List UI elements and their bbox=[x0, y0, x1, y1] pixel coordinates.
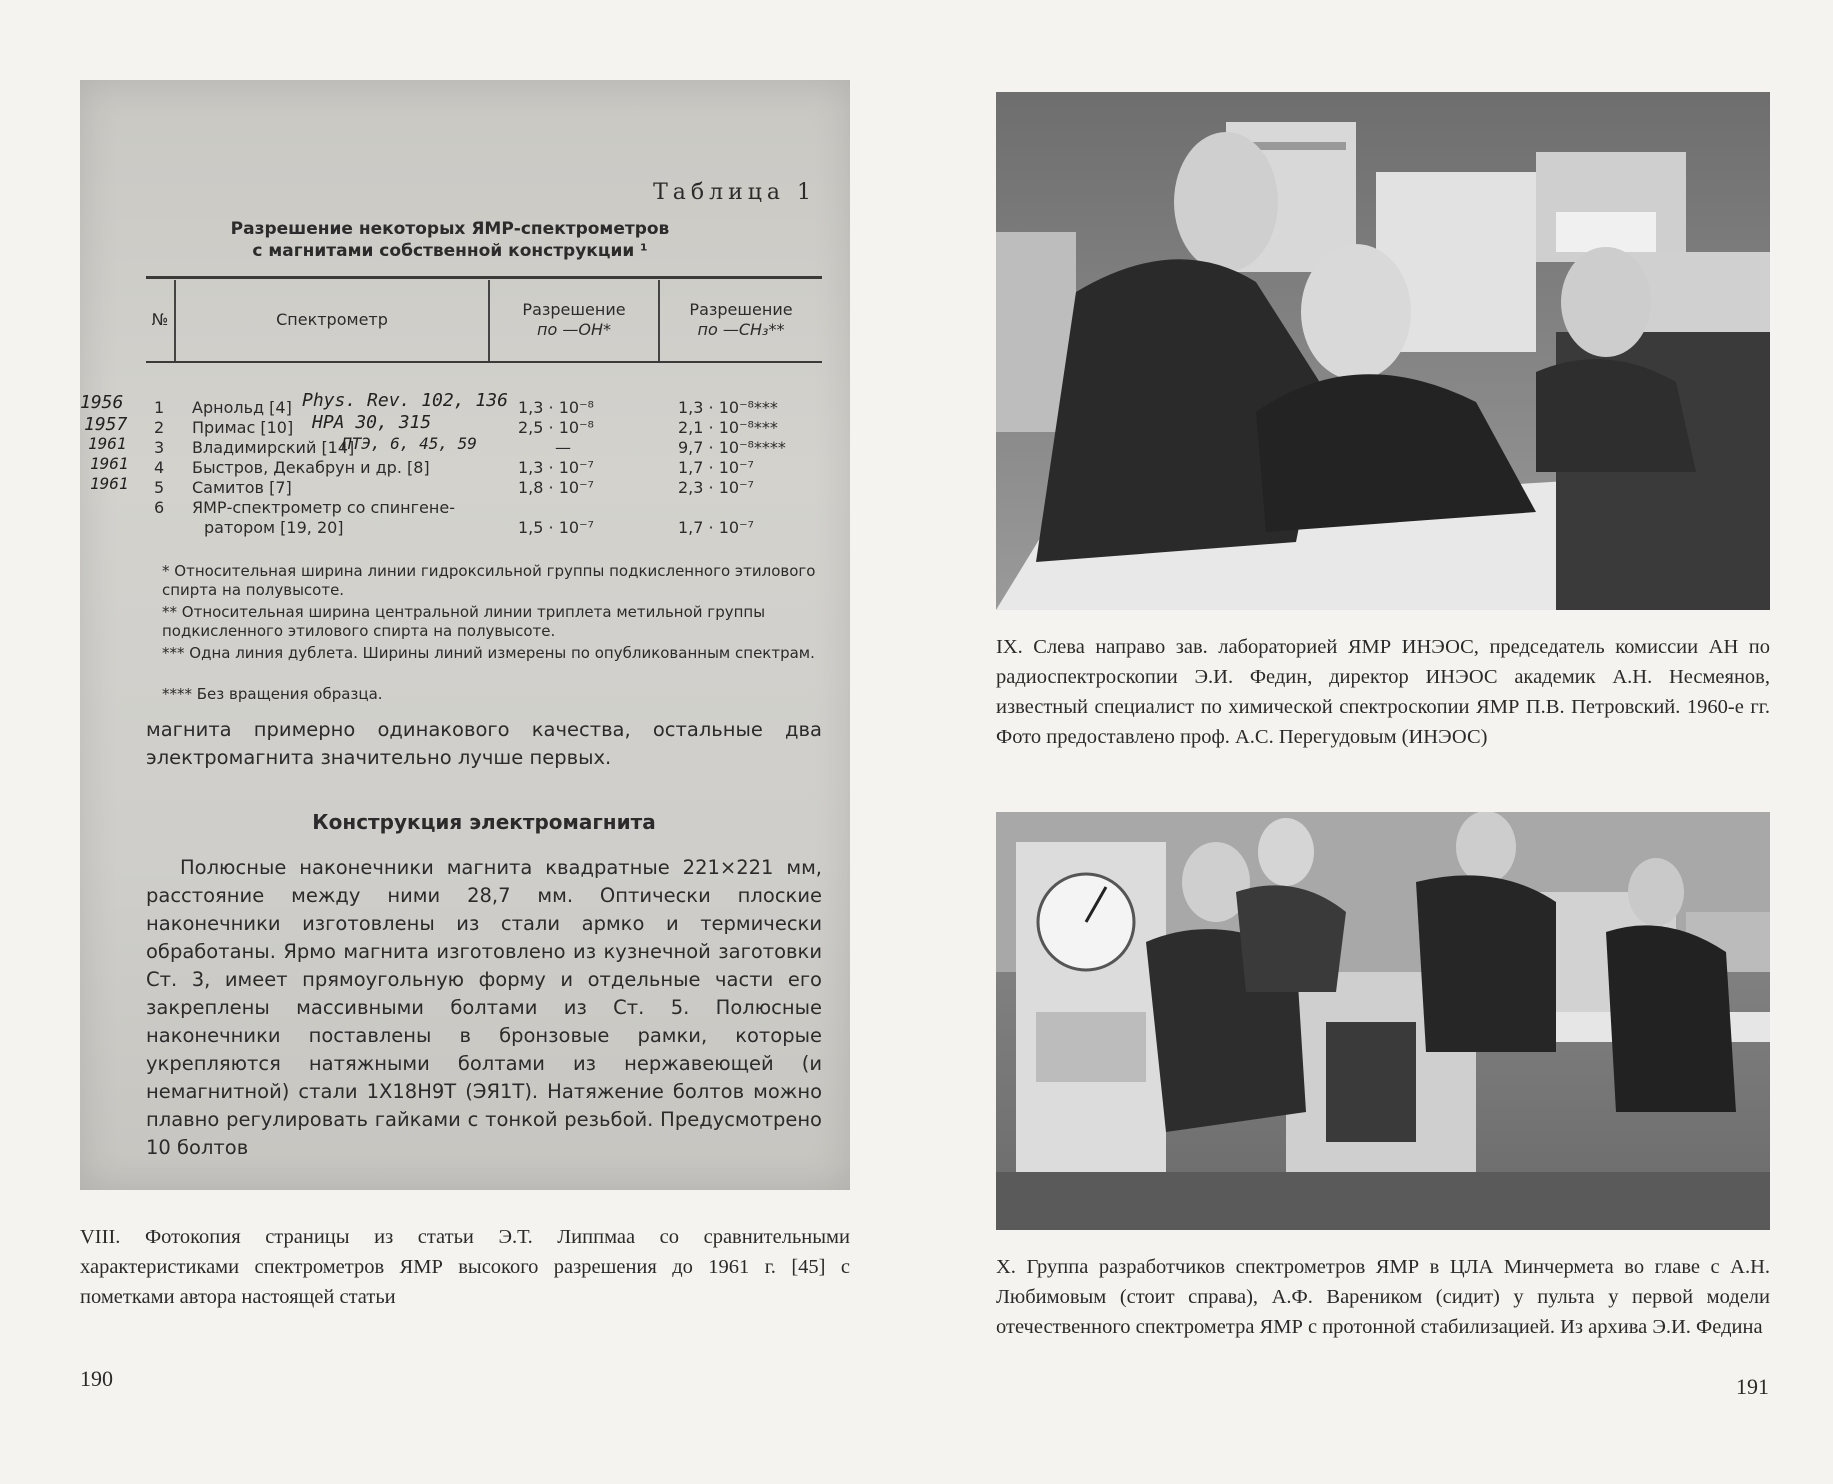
row-year-handwritten: 1957 bbox=[84, 414, 128, 435]
table-header-rule bbox=[146, 361, 822, 363]
row-name: ЯМР-спектрометр со спингене- bbox=[192, 498, 455, 517]
body-paragraph-1: магнита примерно одинакового качества, остальные два электромагнита значительно лучше первых. bbox=[146, 718, 822, 769]
photo-x bbox=[996, 812, 1770, 1230]
row-name: Арнольд [4] bbox=[192, 398, 292, 417]
row-num: 2 bbox=[154, 418, 165, 437]
table-title bbox=[200, 218, 700, 262]
row-oh: 2,5 · 10⁻⁸ bbox=[518, 418, 594, 437]
caption-x: X. Группа разработчиков спектрометров ЯМР в ЦЛА Минчермета во главе с А.Н. Любимовым (стоит справа), А.Ф. Вареником (сидит) у пульта у первой модели отечественного спектрометра ЯМР с протонной стабилизацией. Из архива Э.И. Федина bbox=[996, 1256, 1770, 1338]
footnote-1: * Относительная ширина линии гидроксильной группы подкисленного этилового спирта на полувысоте. bbox=[162, 562, 816, 599]
row-num: 5 bbox=[154, 478, 165, 497]
row-name: ратором [19, 20] bbox=[204, 518, 344, 537]
row-num: 1 bbox=[154, 398, 165, 417]
row-ch3: 1,3 · 10⁻⁸*** bbox=[678, 398, 778, 417]
th-res-ch3-line1: Разрешение bbox=[689, 300, 793, 319]
row-note-handwritten: HPA 30, 315 bbox=[312, 412, 432, 433]
row-name: Владимирский [14] bbox=[192, 438, 355, 457]
row-oh: 1,8 · 10⁻⁷ bbox=[518, 478, 594, 497]
th-num: № bbox=[151, 310, 169, 329]
table-top-rule bbox=[146, 276, 822, 279]
body-paragraph-2: Полюсные наконечники магнита квадратные 221×221 мм, расстояние между ними 28,7 мм. Оптически плоские наконечники изготовлены из стали армко и термически обработаны. Ярмо магнита изготовлено из кузнечной заготовки Ст. 3, имеет прямоугольную форму и отдельные части его закреплены массивными болтами из Ст. 5. Полюсные наконечники поставлены в бронзовые рамки, которые укрепляются натяжными болтами из нержавеющей (и немагнитной) стали 1Х18Н9Т (ЭЯ1Т). Натяжение болтов можно плавно регулировать гайками с тонкой резьбой. Предусмотрено 10 болтов bbox=[146, 856, 822, 1159]
row-ch3: 9,7 · 10⁻⁸**** bbox=[678, 438, 786, 457]
th-res-oh-line1: Разрешение bbox=[522, 300, 626, 319]
row-num: 6 bbox=[154, 498, 165, 517]
table-label: Таблица 1 bbox=[653, 180, 816, 205]
row-num: 4 bbox=[154, 458, 165, 477]
row-ch3: 2,1 · 10⁻⁸*** bbox=[678, 418, 778, 437]
table-title-line2: с магнитами собственной конструкции ¹ bbox=[252, 241, 648, 261]
footnote-4: **** Без вращения образца. bbox=[162, 685, 383, 703]
row-note-handwritten: ПТЭ, 6, 45, 59 bbox=[342, 434, 477, 453]
footnote-2: ** Относительная ширина центральной линии триплета метильной группы подкисленного этилового спирта на полувысоте. bbox=[162, 603, 766, 640]
row-ch3: 1,7 · 10⁻⁷ bbox=[678, 458, 754, 477]
row-oh: 1,5 · 10⁻⁷ bbox=[518, 518, 594, 537]
row-ch3: 1,7 · 10⁻⁷ bbox=[678, 518, 754, 537]
row-name: Самитов [7] bbox=[192, 478, 292, 497]
section-heading: Конструкция электромагнита bbox=[312, 810, 656, 834]
row-year-handwritten: 1961 bbox=[90, 474, 129, 493]
row-oh: 1,3 · 10⁻⁸ bbox=[518, 398, 594, 417]
row-oh: — bbox=[555, 438, 571, 457]
row-year-handwritten: 1956 bbox=[80, 392, 124, 413]
th-res-ch3 bbox=[660, 300, 822, 340]
row-year-handwritten: 1961 bbox=[90, 454, 129, 473]
photo-ix-image bbox=[996, 92, 1770, 610]
photo-x-image bbox=[996, 812, 1770, 1230]
page-number-left: 190 bbox=[80, 1366, 113, 1391]
footnote-3: *** Одна линия дублета. Ширины линий измерены по опубликованным спектрам. bbox=[162, 644, 815, 662]
photocopy-scan bbox=[80, 80, 850, 1190]
page-number-right: 191 bbox=[1736, 1374, 1769, 1399]
caption-ix: IX. Слева направо зав. лабораторией ЯМР ИНЭОС, председатель комиссии АН по радиоспектроскопии Э.И. Федин, директор ИНЭОС академик А.Н. Несмеянов, известный специалист по химической спектроскопии ЯМР П.В. Петровский. 1960-е гг. Фото предоставлено проф. А.С. Перегудовым (ИНЭОС) bbox=[996, 636, 1770, 748]
row-num: 3 bbox=[154, 438, 165, 457]
row-name: Примас [10] bbox=[192, 418, 294, 437]
photo-ix bbox=[996, 92, 1770, 610]
row-ch3: 2,3 · 10⁻⁷ bbox=[678, 478, 754, 497]
th-spectrometer: Спектрометр bbox=[276, 310, 388, 329]
caption-viii: VIII. Фотокопия страницы из статьи Э.Т. Липпмаа со сравнительными характеристиками спектрометров ЯМР высокого разрешения до 1961 г. [45] с пометками автора настоящей статьи bbox=[80, 1226, 850, 1308]
th-res-oh bbox=[490, 300, 658, 340]
row-oh: 1,3 · 10⁻⁷ bbox=[518, 458, 594, 477]
th-res-oh-line2: по —OH* bbox=[537, 320, 611, 339]
row-year-handwritten: 1961 bbox=[88, 434, 127, 453]
row-note-handwritten: Phys. Rev. 102, 136 bbox=[302, 390, 508, 411]
th-res-ch3-line2: по —CH₃** bbox=[697, 320, 785, 339]
row-name: Быстров, Декабрун и др. [8] bbox=[192, 458, 430, 477]
table-title-line1: Разрешение некоторых ЯМР-спектрометров bbox=[230, 219, 670, 239]
